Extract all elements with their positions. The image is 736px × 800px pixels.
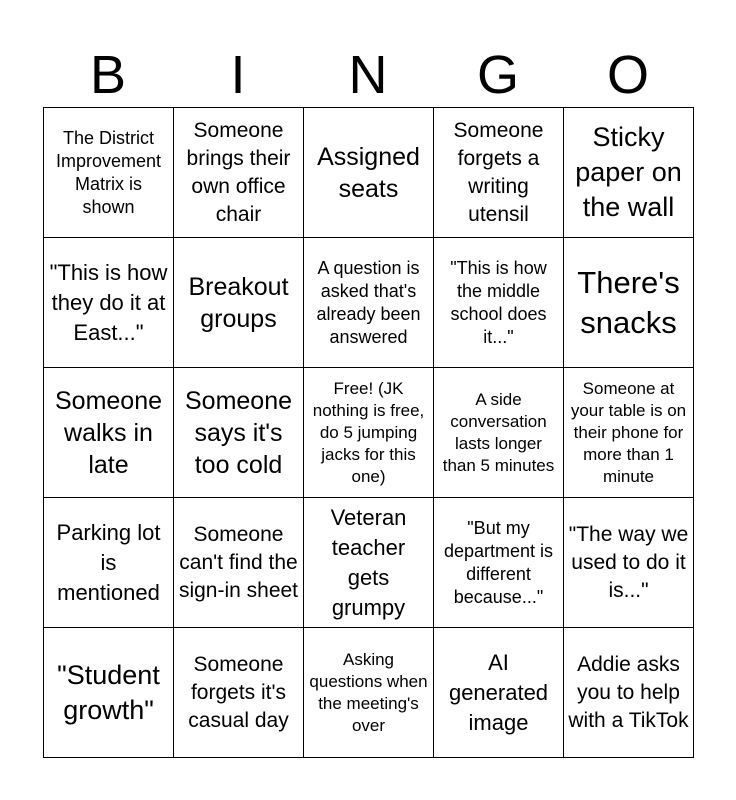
bingo-cell[interactable]: Veteran teacher gets grumpy [304,498,434,628]
bingo-cell[interactable]: "Student growth" [44,628,174,758]
bingo-cell[interactable]: "This is how the middle school does it..." [434,238,564,368]
bingo-cell[interactable]: Someone forgets a writing utensil [434,108,564,238]
bingo-cell[interactable]: AI generated image [434,628,564,758]
bingo-cell[interactable]: "The way we used to do it is..." [564,498,694,628]
bingo-cell[interactable]: A side conversation lasts longer than 5 minutes [434,368,564,498]
bingo-cell[interactable]: Someone forgets it's casual day [174,628,304,758]
bingo-cell[interactable]: Someone at your table is on their phone for more than 1 minute [564,368,694,498]
header-letter-g: G [476,45,519,105]
bingo-cell[interactable]: Someone says it's too cold [174,368,304,498]
bingo-cell[interactable]: "This is how they do it at East..." [44,238,174,368]
bingo-cell[interactable]: Asking questions when the meeting's over [304,628,434,758]
bingo-cell[interactable]: "But my department is different because..." [434,498,564,628]
board-row [44,108,694,238]
header-letter-n: N [348,45,388,105]
bingo-cell[interactable]: Someone can't find the sign-in sheet [174,498,304,628]
bingo-cell[interactable]: Someone walks in late [44,368,174,498]
board-row [44,628,694,758]
bingo-cell[interactable]: Breakout groups [174,238,304,368]
bingo-cell[interactable]: Parking lot is mentioned [44,498,174,628]
board-row [44,498,694,628]
bingo-cell[interactable]: A question is asked that's already been answered [304,238,434,368]
header-letter-o: O [606,45,649,105]
board-row [44,238,694,368]
bingo-cell[interactable]: Someone brings their own office chair [174,108,304,238]
header-letter-i: I [230,45,246,105]
bingo-cell[interactable]: The District Improvement Matrix is shown [44,108,174,238]
board-row [44,368,694,498]
bingo-cell[interactable]: Addie asks you to help with a TikTok [564,628,694,758]
bingo-cell[interactable]: Assigned seats [304,108,434,238]
header-letter-b: B [89,45,127,105]
free-space-cell[interactable]: Free! (JK nothing is free, do 5 jumping jacks for this one) [304,368,434,498]
bingo-header [43,42,693,108]
bingo-board [43,107,694,758]
bingo-cell[interactable]: There's snacks [564,238,694,368]
bingo-cell[interactable]: Sticky paper on the wall [564,108,694,238]
